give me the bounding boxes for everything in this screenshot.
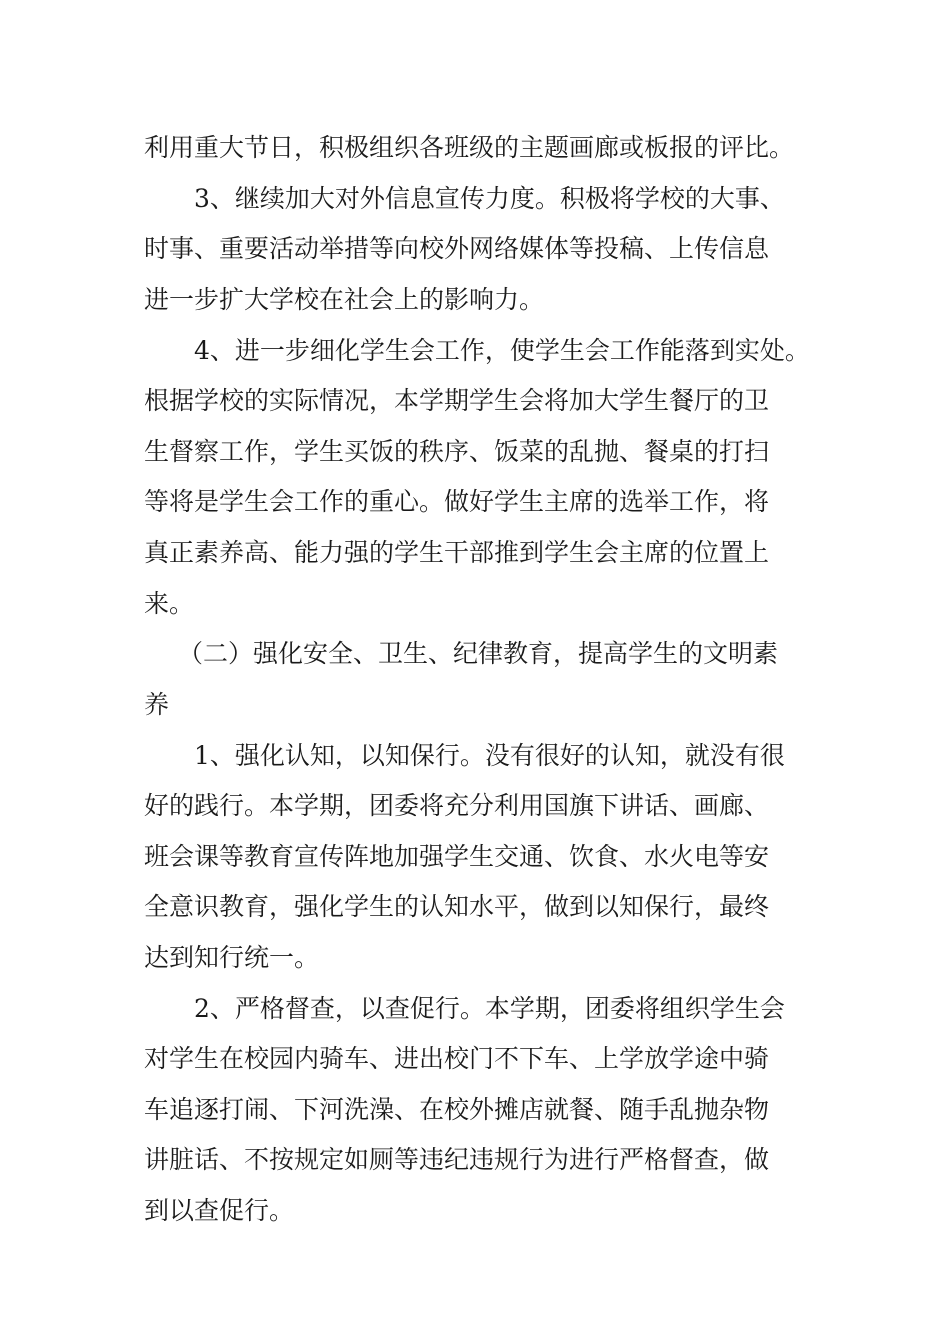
- paragraph-3-start: 3、继续加大对外信息宣传力度。积极将学校的大事、: [194, 184, 785, 213]
- text-line: 真正素养高、能力强的学生干部推到学生会主席的位置上: [144, 538, 770, 567]
- text-line: 时事、重要活动举措等向校外网络媒体等投稿、上传信息: [144, 234, 770, 263]
- text-line: 达到知行统一。: [144, 943, 320, 972]
- text-line: 好的践行。本学期，团委将充分利用国旗下讲话、画廊、: [144, 791, 770, 820]
- text-line: 对学生在校园内骑车、进出校门不下车、上学放学途中骑: [144, 1044, 770, 1073]
- paragraph-2-start: 2、严格督查，以查促行。本学期，团委将组织学生会: [194, 994, 785, 1023]
- text-line: 生督察工作，学生买饭的秩序、饭菜的乱抛、餐桌的打扫: [144, 437, 770, 466]
- text-line: 班会课等教育宣传阵地加强学生交通、饮食、水火电等安: [144, 842, 770, 871]
- text-line: 讲脏话、不按规定如厕等违纪违规行为进行严格督查，做: [144, 1145, 770, 1174]
- text-line: 根据学校的实际情况，本学期学生会将加大学生餐厅的卫: [144, 386, 770, 415]
- text-line: 到以查促行。: [144, 1196, 295, 1225]
- text-line: 来。: [144, 589, 195, 618]
- text-line: 利用重大节日，积极组织各班级的主题画廊或板报的评比。: [144, 133, 795, 162]
- paragraph-1-start: 1、强化认知，以知保行。没有很好的认知，就没有很: [194, 741, 785, 770]
- paragraph-4-start: 4、进一步细化学生会工作，使学生会工作能落到实处。: [194, 336, 810, 365]
- text-line: 等将是学生会工作的重心。做好学生主席的选举工作，将: [144, 487, 770, 516]
- section-heading-continued: 养: [144, 690, 170, 719]
- text-line: 进一步扩大学校在社会上的影响力。: [144, 285, 545, 314]
- text-line: 全意识教育，强化学生的认知水平，做到以知保行，最终: [144, 892, 770, 921]
- section-heading: （二）强化安全、卫生、纪律教育，提高学生的文明素: [178, 639, 779, 668]
- text-line: 车追逐打闹、下河洗澡、在校外摊店就餐、随手乱抛杂物: [144, 1095, 770, 1124]
